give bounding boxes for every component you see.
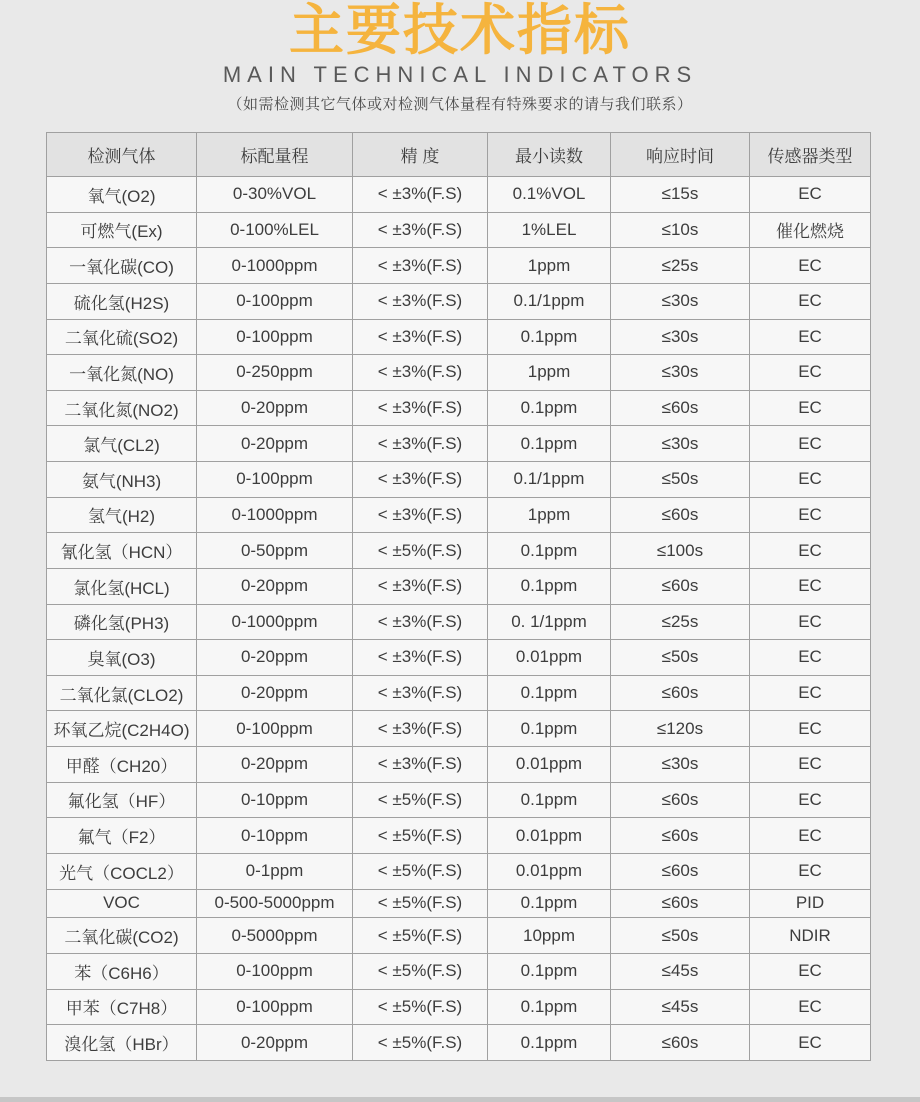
page-title: 主要技术指标	[288, 0, 631, 61]
cell-response: ≤60s	[611, 1025, 750, 1061]
cell-min-reading: 0.01ppm	[488, 640, 611, 676]
cell-precision: < ±5%(F.S)	[353, 533, 488, 569]
cell-min-reading: 10ppm	[488, 918, 611, 954]
table-row	[47, 355, 871, 391]
cell-precision: < ±3%(F.S)	[353, 604, 488, 640]
cell-gas: 氰化氢（HCN）	[47, 533, 197, 569]
cell-precision: < ±5%(F.S)	[353, 889, 488, 918]
cell-response: ≤60s	[611, 853, 750, 889]
cell-sensor: EC	[750, 533, 871, 569]
cell-precision: < ±3%(F.S)	[353, 497, 488, 533]
cell-min-reading: 0.1%VOL	[488, 177, 611, 213]
table-row	[47, 426, 871, 462]
cell-min-reading: 1ppm	[488, 248, 611, 284]
cell-response: ≤60s	[611, 889, 750, 918]
cell-sensor: NDIR	[750, 918, 871, 954]
cell-min-reading: 0.1ppm	[488, 533, 611, 569]
cell-precision: < ±3%(F.S)	[353, 283, 488, 319]
cell-gas: 氯气(CL2)	[47, 426, 197, 462]
cell-range: 0-20ppm	[197, 675, 353, 711]
cell-sensor: EC	[750, 675, 871, 711]
cell-precision: < ±3%(F.S)	[353, 462, 488, 498]
cell-range: 0-100ppm	[197, 953, 353, 989]
spec-table-body	[47, 177, 871, 1061]
table-row	[47, 853, 871, 889]
cell-min-reading: 0.1ppm	[488, 568, 611, 604]
cell-response: ≤30s	[611, 319, 750, 355]
table-row	[47, 604, 871, 640]
cell-range: 0-1ppm	[197, 853, 353, 889]
cell-min-reading: 0.01ppm	[488, 818, 611, 854]
cell-sensor: EC	[750, 782, 871, 818]
cell-range: 0-100ppm	[197, 711, 353, 747]
cell-sensor: EC	[750, 818, 871, 854]
cell-min-reading: 0.1/1ppm	[488, 283, 611, 319]
cell-response: ≤25s	[611, 604, 750, 640]
cell-sensor: EC	[750, 1025, 871, 1061]
cell-response: ≤30s	[611, 283, 750, 319]
cell-sensor: EC	[750, 462, 871, 498]
cell-sensor: EC	[750, 426, 871, 462]
table-row	[47, 711, 871, 747]
cell-sensor: EC	[750, 953, 871, 989]
cell-range: 0-250ppm	[197, 355, 353, 391]
column-header-range: 标配量程	[197, 133, 353, 177]
cell-range: 0-20ppm	[197, 1025, 353, 1061]
cell-response: ≤50s	[611, 640, 750, 676]
cell-gas: 二氧化氮(NO2)	[47, 390, 197, 426]
cell-sensor: PID	[750, 889, 871, 918]
cell-precision: < ±3%(F.S)	[353, 640, 488, 676]
table-row	[47, 462, 871, 498]
cell-sensor: EC	[750, 319, 871, 355]
cell-gas: 氢气(H2)	[47, 497, 197, 533]
spec-table	[46, 132, 871, 1061]
cell-sensor: EC	[750, 248, 871, 284]
cell-precision: < ±3%(F.S)	[353, 390, 488, 426]
table-row	[47, 248, 871, 284]
cell-range: 0-100ppm	[197, 319, 353, 355]
cell-response: ≤60s	[611, 818, 750, 854]
table-row	[47, 747, 871, 783]
cell-range: 0-20ppm	[197, 390, 353, 426]
table-row	[47, 319, 871, 355]
cell-min-reading: 1ppm	[488, 355, 611, 391]
cell-range: 0-10ppm	[197, 782, 353, 818]
cell-gas: 二氧化硫(SO2)	[47, 319, 197, 355]
cell-gas: 氟化氢（HF）	[47, 782, 197, 818]
cell-precision: < ±3%(F.S)	[353, 212, 488, 248]
cell-range: 0-10ppm	[197, 818, 353, 854]
cell-response: ≤120s	[611, 711, 750, 747]
cell-gas: 光气（COCL2）	[47, 853, 197, 889]
column-header-gas: 检测气体	[47, 133, 197, 177]
cell-precision: < ±3%(F.S)	[353, 747, 488, 783]
cell-range: 0-5000ppm	[197, 918, 353, 954]
column-header-response: 响应时间	[611, 133, 750, 177]
cell-precision: < ±5%(F.S)	[353, 853, 488, 889]
table-row	[47, 497, 871, 533]
table-row	[47, 1025, 871, 1061]
cell-precision: < ±3%(F.S)	[353, 675, 488, 711]
cell-sensor: EC	[750, 604, 871, 640]
cell-min-reading: 0.1ppm	[488, 1025, 611, 1061]
cell-gas: 氧气(O2)	[47, 177, 197, 213]
cell-sensor: EC	[750, 497, 871, 533]
contact-note: （如需检测其它气体或对检测气体量程有特殊要求的请与我们联系）	[227, 95, 693, 113]
cell-precision: < ±3%(F.S)	[353, 711, 488, 747]
cell-sensor: EC	[750, 853, 871, 889]
cell-gas: VOC	[47, 889, 197, 918]
cell-sensor: EC	[750, 989, 871, 1025]
cell-precision: < ±5%(F.S)	[353, 818, 488, 854]
cell-response: ≤60s	[611, 390, 750, 426]
cell-min-reading: 0.1ppm	[488, 782, 611, 818]
cell-response: ≤25s	[611, 248, 750, 284]
cell-gas: 硫化氢(H2S)	[47, 283, 197, 319]
cell-min-reading: 1%LEL	[488, 212, 611, 248]
column-header-min-reading: 最小读数	[488, 133, 611, 177]
cell-min-reading: 0.01ppm	[488, 853, 611, 889]
cell-precision: < ±3%(F.S)	[353, 177, 488, 213]
cell-gas: 可燃气(Ex)	[47, 212, 197, 248]
cell-min-reading: 0.1ppm	[488, 711, 611, 747]
cell-response: ≤10s	[611, 212, 750, 248]
cell-response: ≤30s	[611, 355, 750, 391]
cell-range: 0-50ppm	[197, 533, 353, 569]
cell-sensor: EC	[750, 711, 871, 747]
cell-response: ≤45s	[611, 953, 750, 989]
cell-gas: 氯化氢(HCL)	[47, 568, 197, 604]
cell-min-reading: 1ppm	[488, 497, 611, 533]
cell-gas: 环氧乙烷(C2H4O)	[47, 711, 197, 747]
cell-precision: < ±3%(F.S)	[353, 355, 488, 391]
cell-gas: 臭氧(O3)	[47, 640, 197, 676]
cell-range: 0-1000ppm	[197, 248, 353, 284]
cell-range: 0-100ppm	[197, 989, 353, 1025]
cell-response: ≤45s	[611, 989, 750, 1025]
cell-precision: < ±3%(F.S)	[353, 248, 488, 284]
cell-range: 0-1000ppm	[197, 497, 353, 533]
table-row	[47, 568, 871, 604]
cell-gas: 一氧化氮(NO)	[47, 355, 197, 391]
cell-gas: 甲醛（CH20）	[47, 747, 197, 783]
cell-gas: 氨气(NH3)	[47, 462, 197, 498]
cell-min-reading: 0.1/1ppm	[488, 462, 611, 498]
table-row	[47, 212, 871, 248]
spec-table-container	[46, 132, 870, 1061]
cell-min-reading: 0.1ppm	[488, 953, 611, 989]
table-row	[47, 889, 871, 918]
header-row	[47, 133, 871, 177]
cell-precision: < ±3%(F.S)	[353, 568, 488, 604]
bottom-divider	[0, 1097, 920, 1102]
cell-min-reading: 0.1ppm	[488, 390, 611, 426]
cell-precision: < ±5%(F.S)	[353, 782, 488, 818]
cell-range: 0-100ppm	[197, 462, 353, 498]
table-row	[47, 390, 871, 426]
cell-precision: < ±3%(F.S)	[353, 319, 488, 355]
cell-range: 0-500-5000ppm	[197, 889, 353, 918]
cell-sensor: 催化燃烧	[750, 212, 871, 248]
page-header	[0, 0, 920, 114]
cell-sensor: EC	[750, 355, 871, 391]
cell-range: 0-100ppm	[197, 283, 353, 319]
cell-response: ≤100s	[611, 533, 750, 569]
cell-gas: 苯（C6H6）	[47, 953, 197, 989]
cell-sensor: EC	[750, 390, 871, 426]
cell-min-reading: 0.01ppm	[488, 747, 611, 783]
cell-response: ≤15s	[611, 177, 750, 213]
cell-sensor: EC	[750, 747, 871, 783]
cell-sensor: EC	[750, 177, 871, 213]
cell-response: ≤60s	[611, 568, 750, 604]
table-row	[47, 283, 871, 319]
cell-response: ≤60s	[611, 782, 750, 818]
cell-gas: 二氧化碳(CO2)	[47, 918, 197, 954]
cell-precision: < ±5%(F.S)	[353, 989, 488, 1025]
cell-range: 0-20ppm	[197, 747, 353, 783]
cell-precision: < ±3%(F.S)	[353, 426, 488, 462]
cell-precision: < ±5%(F.S)	[353, 1025, 488, 1061]
table-row	[47, 818, 871, 854]
table-row	[47, 782, 871, 818]
cell-min-reading: 0.1ppm	[488, 426, 611, 462]
spec-table-header	[47, 133, 871, 177]
cell-range: 0-20ppm	[197, 640, 353, 676]
cell-gas: 溴化氢（HBr）	[47, 1025, 197, 1061]
cell-gas: 氟气（F2）	[47, 818, 197, 854]
cell-min-reading: 0. 1/1ppm	[488, 604, 611, 640]
cell-gas: 甲苯（C7H8）	[47, 989, 197, 1025]
cell-min-reading: 0.1ppm	[488, 889, 611, 918]
page-subtitle: MAIN TECHNICAL INDICATORS	[222, 61, 698, 87]
cell-sensor: EC	[750, 283, 871, 319]
cell-range: 0-30%VOL	[197, 177, 353, 213]
table-row	[47, 640, 871, 676]
cell-sensor: EC	[750, 640, 871, 676]
cell-range: 0-20ppm	[197, 426, 353, 462]
cell-gas: 磷化氢(PH3)	[47, 604, 197, 640]
cell-gas: 二氧化氯(CLO2)	[47, 675, 197, 711]
table-row	[47, 533, 871, 569]
cell-response: ≤50s	[611, 462, 750, 498]
column-header-sensor: 传感器类型	[750, 133, 871, 177]
cell-min-reading: 0.1ppm	[488, 675, 611, 711]
table-row	[47, 675, 871, 711]
cell-range: 0-100%LEL	[197, 212, 353, 248]
cell-response: ≤60s	[611, 497, 750, 533]
table-row	[47, 953, 871, 989]
cell-response: ≤30s	[611, 426, 750, 462]
cell-min-reading: 0.1ppm	[488, 319, 611, 355]
cell-response: ≤50s	[611, 918, 750, 954]
cell-precision: < ±5%(F.S)	[353, 953, 488, 989]
table-row	[47, 177, 871, 213]
cell-min-reading: 0.1ppm	[488, 989, 611, 1025]
table-row	[47, 989, 871, 1025]
column-header-precision: 精 度	[353, 133, 488, 177]
cell-response: ≤60s	[611, 675, 750, 711]
cell-sensor: EC	[750, 568, 871, 604]
cell-range: 0-1000ppm	[197, 604, 353, 640]
cell-precision: < ±5%(F.S)	[353, 918, 488, 954]
cell-gas: 一氧化碳(CO)	[47, 248, 197, 284]
cell-response: ≤30s	[611, 747, 750, 783]
cell-range: 0-20ppm	[197, 568, 353, 604]
table-row	[47, 918, 871, 954]
